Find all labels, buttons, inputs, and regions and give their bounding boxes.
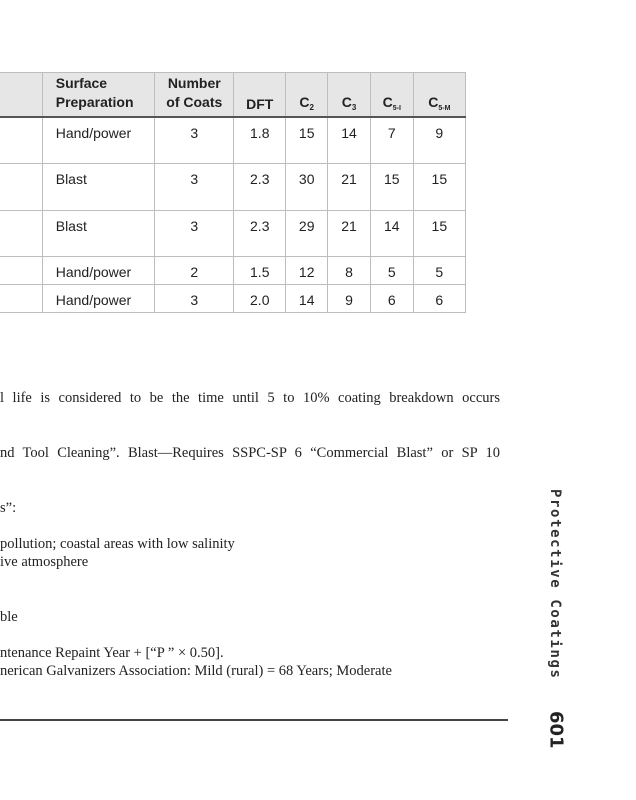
cell-c5m: 15 bbox=[413, 164, 465, 211]
footnote-line: l life is considered to be the time until 5 to 10% coating breakdown occurs bbox=[0, 390, 500, 406]
cell-dft: 1.8 bbox=[234, 117, 286, 164]
footnote-line: ntenance Repaint Year + [“P ” × 0.50]. bbox=[0, 645, 224, 661]
cell-c5i: 6 bbox=[370, 285, 413, 313]
cell-c3: 9 bbox=[328, 285, 371, 313]
table-row bbox=[0, 164, 466, 211]
cell-type bbox=[0, 117, 42, 164]
cell-c5i: 5 bbox=[370, 257, 413, 285]
cell-coats: 3 bbox=[155, 117, 234, 164]
section-title: Protective Coatings bbox=[547, 488, 563, 680]
cell-c5i: 7 bbox=[370, 117, 413, 164]
footnote-line: s”: bbox=[0, 500, 17, 516]
footnote-line: ble bbox=[0, 609, 18, 625]
cell-prep: Hand/power bbox=[42, 117, 155, 164]
table-row bbox=[0, 285, 466, 313]
page-number-container bbox=[542, 712, 570, 748]
cell-c3: 14 bbox=[328, 117, 371, 164]
header-surface-preparation: Surface Preparation bbox=[42, 73, 155, 117]
cell-c2: 15 bbox=[286, 117, 328, 164]
cell-coats: 3 bbox=[155, 211, 234, 257]
cell-dft: 2.3 bbox=[234, 211, 286, 257]
cell-type bbox=[0, 257, 42, 285]
footnote-line: ive atmosphere bbox=[0, 554, 89, 570]
cell-prep: Hand/power bbox=[42, 257, 155, 285]
cell-c3: 21 bbox=[328, 164, 371, 211]
header-number-of-coats: Number of Coats bbox=[155, 73, 234, 117]
cell-c5m: 5 bbox=[413, 257, 465, 285]
cell-c2: 30 bbox=[286, 164, 328, 211]
cell-type bbox=[0, 211, 42, 257]
cell-c5m: 9 bbox=[413, 117, 465, 164]
cell-c2: 14 bbox=[286, 285, 328, 313]
header-type bbox=[0, 73, 42, 117]
table-row bbox=[0, 257, 466, 285]
header-c2: $C_2$ bbox=[286, 73, 328, 117]
cell-dft: 2.0 bbox=[234, 285, 286, 313]
cell-prep: Blast bbox=[42, 164, 155, 211]
footnote-line: nd Tool Cleaning”. Blast—Requires SSPC-SP 6 “Commercial Blast” or SP 10 bbox=[0, 445, 500, 461]
cell-c2: 12 bbox=[286, 257, 328, 285]
table-header-row bbox=[0, 73, 466, 117]
footnote-line: pollution; coastal areas with low salinity bbox=[0, 536, 235, 552]
cell-c3: 21 bbox=[328, 211, 371, 257]
cell-coats: 3 bbox=[155, 285, 234, 313]
cell-c3: 8 bbox=[328, 257, 371, 285]
page-footer-rule bbox=[0, 719, 508, 721]
cell-coats: 3 bbox=[155, 164, 234, 211]
cell-c5i: 15 bbox=[370, 164, 413, 211]
header-c3: $C_3$ bbox=[328, 73, 371, 117]
coating-life-table bbox=[0, 72, 466, 313]
header-dft: DFT bbox=[234, 73, 286, 117]
table-row bbox=[0, 117, 466, 164]
cell-prep: Blast bbox=[42, 211, 155, 257]
cell-prep: Hand/power bbox=[42, 285, 155, 313]
cell-type bbox=[0, 164, 42, 211]
header-c5m: $C_{5-M}$ bbox=[413, 73, 465, 117]
coating-table-container bbox=[0, 72, 508, 313]
cell-coats: 2 bbox=[155, 257, 234, 285]
cell-dft: 2.3 bbox=[234, 164, 286, 211]
cell-dft: 1.5 bbox=[234, 257, 286, 285]
cell-c5m: 6 bbox=[413, 285, 465, 313]
page-number: 601 bbox=[545, 711, 567, 749]
cell-c2: 29 bbox=[286, 211, 328, 257]
cell-c5i: 14 bbox=[370, 211, 413, 257]
header-c5i: $C_{5-I}$ bbox=[370, 73, 413, 117]
footnote-line: nerican Galvanizers Association: Mild (rural) = 68 Years; Moderate bbox=[0, 663, 392, 679]
cell-c5m: 15 bbox=[413, 211, 465, 257]
cell-type bbox=[0, 285, 42, 313]
section-sidebar bbox=[540, 484, 570, 684]
table-row bbox=[0, 211, 466, 257]
